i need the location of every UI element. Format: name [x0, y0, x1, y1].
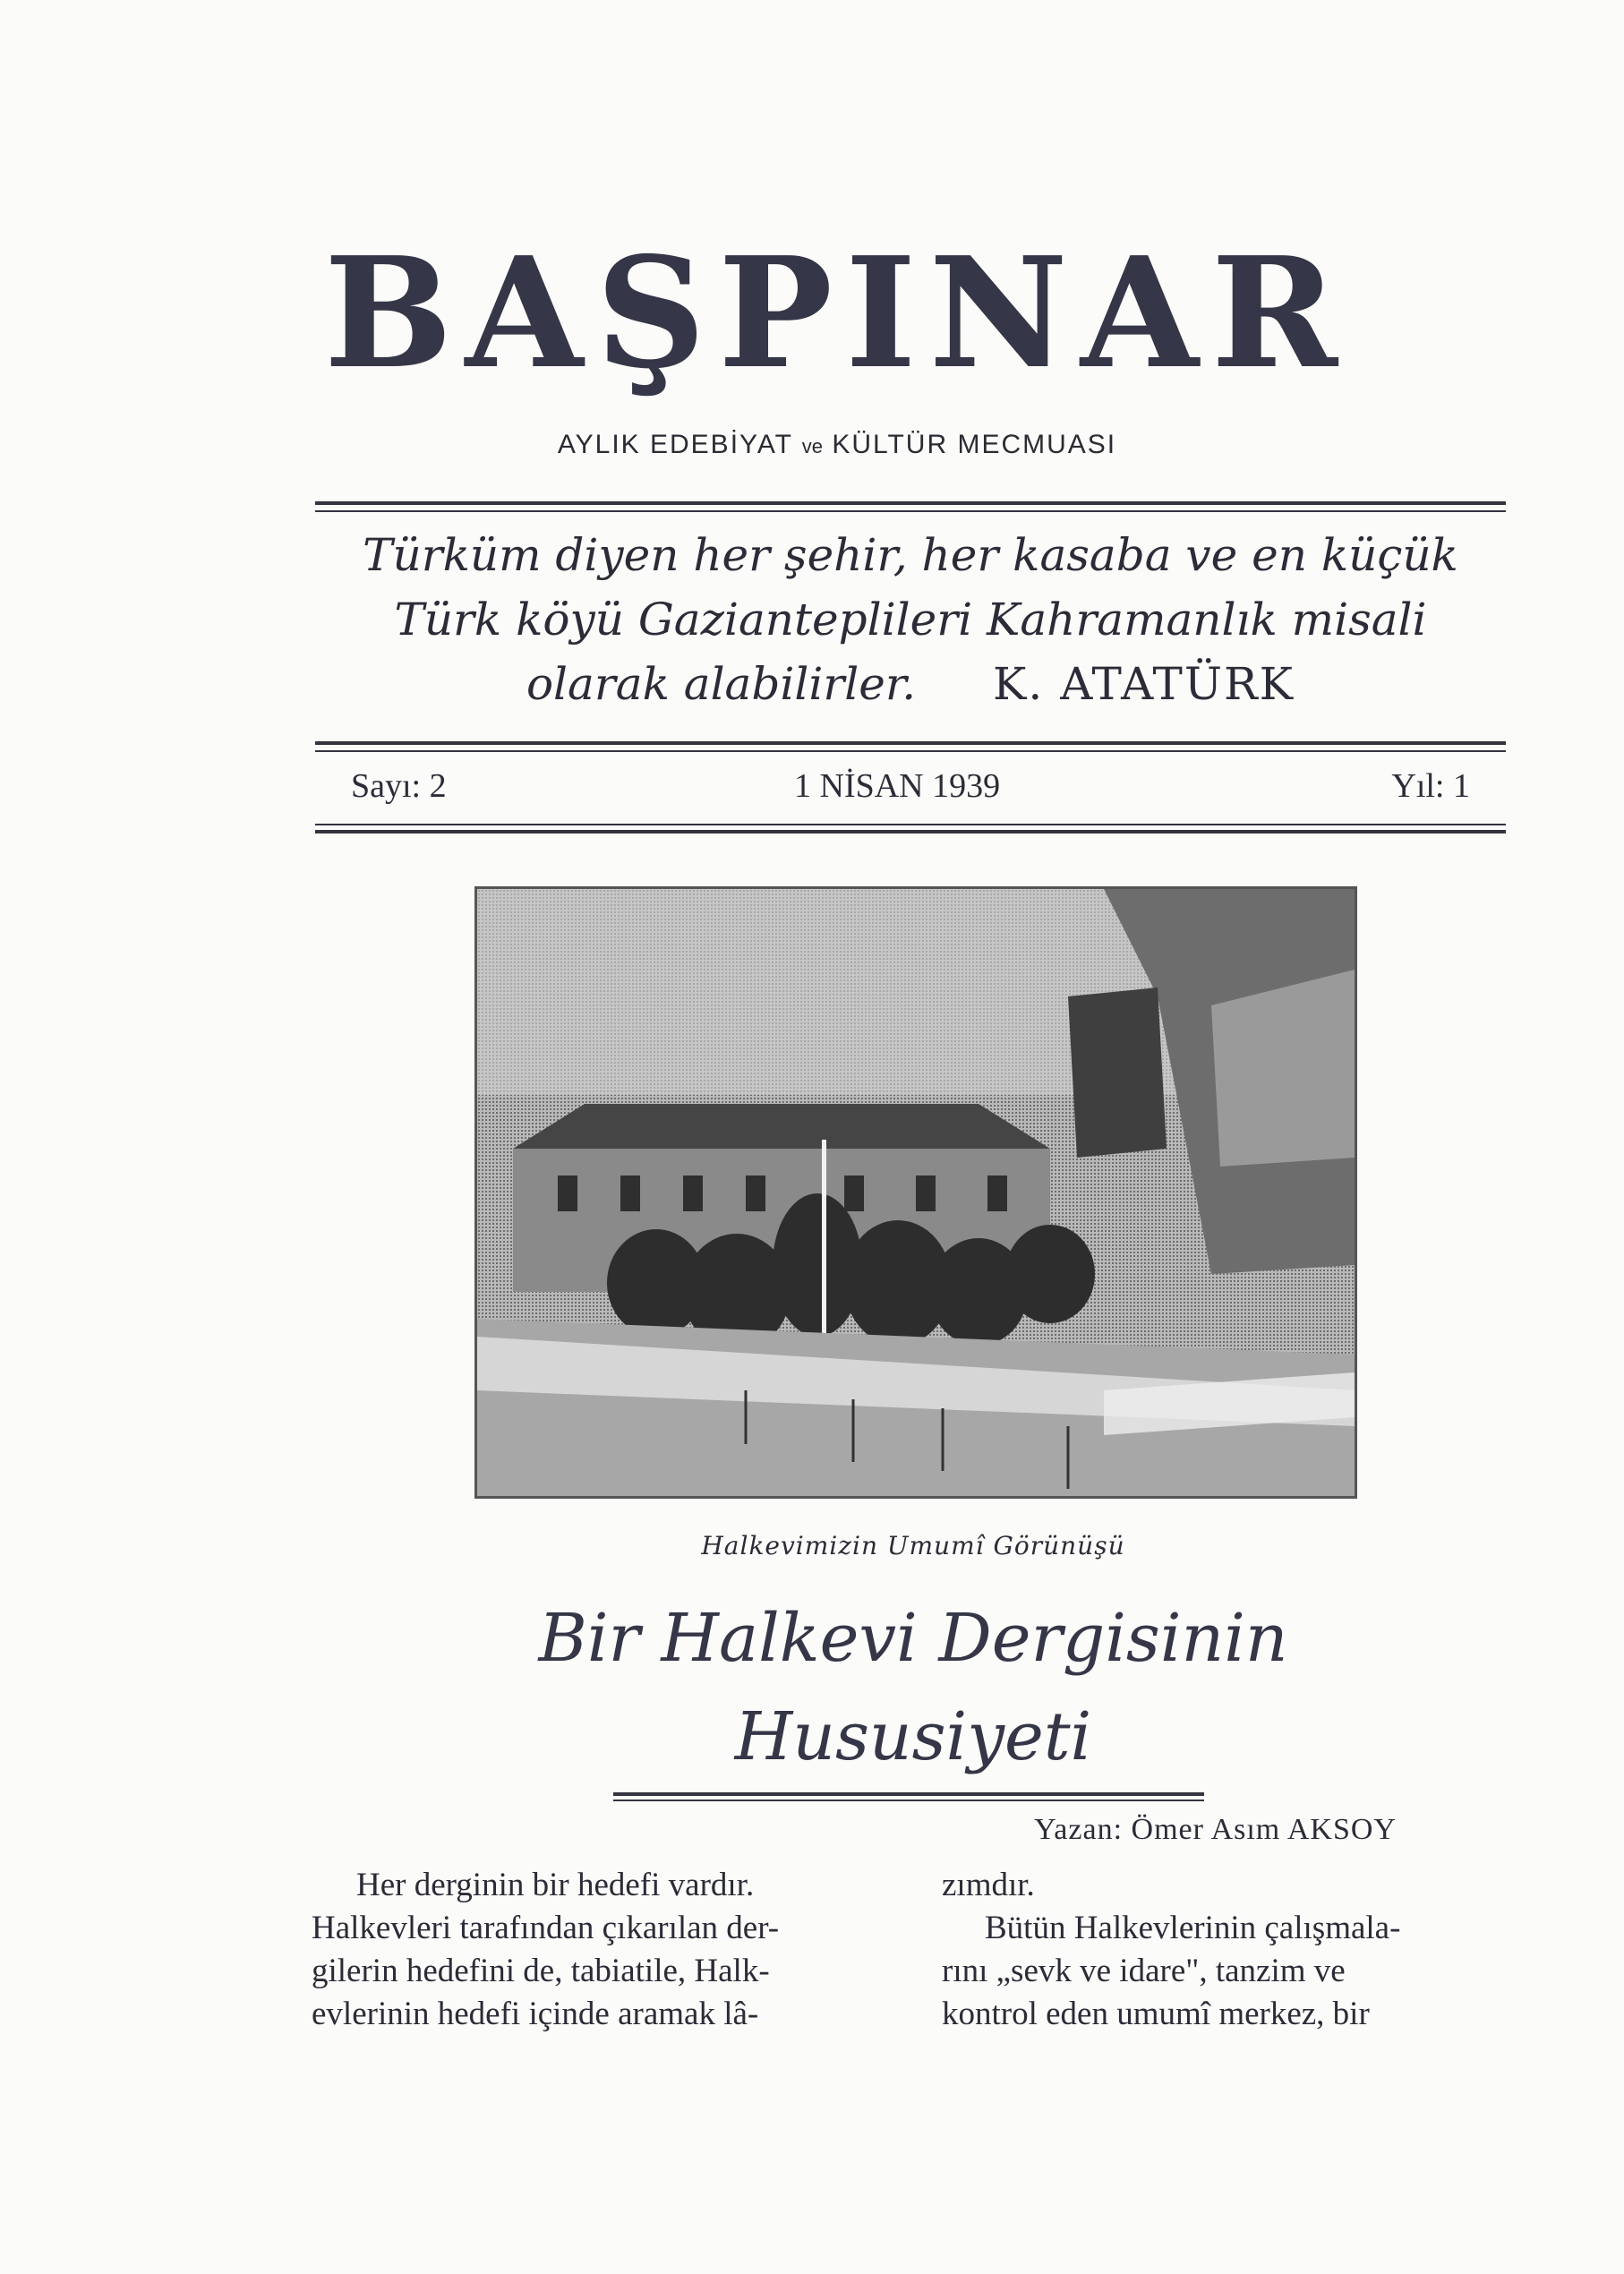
issue-line	[351, 766, 1470, 811]
masthead-subtitle	[313, 430, 1361, 460]
right-line-1: zımdır.	[942, 1867, 1035, 1903]
headline-rule-top	[613, 1792, 1204, 1796]
issue-year: Yıl: 1	[1391, 767, 1470, 805]
issue-rule-top-thick	[315, 741, 1506, 745]
masthead-title: BAŞPINAR	[323, 224, 1351, 403]
article-byline: Yazan: Ömer Asım AKSOY	[1034, 1813, 1397, 1846]
halkevi-photo	[474, 886, 1357, 1499]
issue-rule-top-thin	[315, 750, 1506, 752]
quote-line-1: Türküm diyen her şehir, her kasaba ve en küçük	[363, 529, 1458, 581]
top-rule-thin	[315, 510, 1506, 512]
quote-line-3-text: olarak alabilirler.	[526, 658, 917, 710]
left-line-3: gilerin hedefini de, tabiatile, Halk-	[312, 1953, 770, 1989]
article-column-right	[942, 1864, 1508, 2036]
halkevi-building-image	[477, 889, 1355, 1496]
ataturk-quote	[315, 523, 1506, 716]
subtitle-main: AYLIK EDEBİYAT	[557, 430, 793, 459]
left-line-1: Her derginin bir hedefi vardır.	[356, 1867, 755, 1903]
headline-line-2: Hususiyeti	[734, 1698, 1092, 1775]
photo-caption: Halkevimizin Umumî Görünüşü	[701, 1531, 1125, 1560]
article-headline	[474, 1589, 1352, 1786]
right-line-4: kontrol eden umumî merkez, bir	[942, 1996, 1370, 2032]
top-rule-thick	[315, 501, 1506, 505]
subtitle-conjunction: ve	[801, 435, 823, 457]
left-line-2: Halkevleri tarafından çıkarılan der-	[312, 1910, 780, 1946]
left-line-4: evlerinin hedefi içinde aramak lâ-	[312, 1996, 759, 2032]
quote-line-2: Türk köyü Gazianteplileri Kahramanlık misali	[394, 594, 1427, 645]
right-line-2: Bütün Halkevlerinin çalışmala-	[985, 1910, 1401, 1946]
quote-line-3	[315, 652, 1506, 716]
subtitle-rest: KÜLTÜR MECMUASI	[832, 430, 1117, 459]
issue-rule-bottom-thick	[315, 830, 1506, 834]
headline-line-1: Bir Halkevi Dergisinin	[538, 1600, 1288, 1677]
issue-rule-bottom-thin	[315, 824, 1506, 825]
quote-signature: K. ATATÜRK	[993, 658, 1295, 710]
headline-rule-bottom	[613, 1800, 1204, 1801]
issue-number: Sayı: 2	[351, 767, 447, 805]
right-line-3: rını „sevk ve idare", tanzim ve	[942, 1953, 1346, 1989]
issue-date: 1 NİSAN 1939	[794, 767, 1001, 805]
article-column-left	[312, 1864, 871, 2036]
